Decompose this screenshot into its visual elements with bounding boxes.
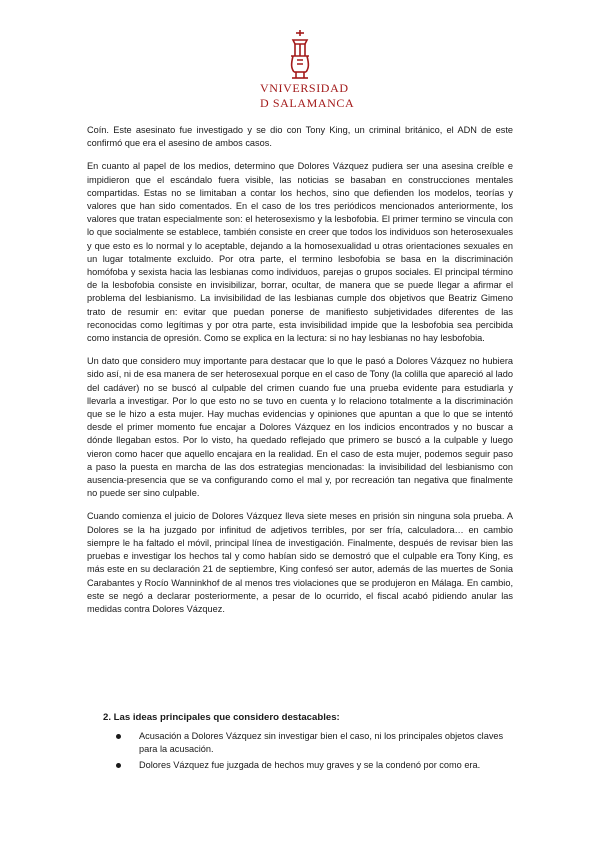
bullet-icon [116,734,121,739]
document-body [87,124,513,626]
university-logo [260,28,355,110]
section-heading: 2. Las ideas principales que considero destacables: [103,712,340,723]
list-item [100,759,513,772]
university-crest-icon [285,28,315,80]
list-item [100,730,513,756]
logo-line-1: VNIVERSIDAD [260,81,349,95]
bullet-list [100,730,513,776]
list-item-text: Dolores Vázquez fue juzgada de hechos muy graves y se la condenó por como era. [139,760,481,771]
paragraph: Coín. Este asesinato fue investigado y se dio con Tony King, un criminal británico, el ADN de este confirmó que era el asesino de ambos casos. [87,125,513,149]
paragraph: En cuanto al papel de los medios, determino que Dolores Vázquez pudiera ser una asesina creíble e impidieron que el escándalo fuera visible, las noticias se basaban en construcciones mentales compartidas. Estas no se limitaban a contar los hechos, sino que defienden los modelos, teorías y valores que han sido comentados. En el caso de los tres periódicos mencionados anteriormente, los valores que tratan especialmente son: el heterosexismo y la lesbofobia. El primer termino se vincula con lo que socialmente se establece, también consiste en creer que todos los individuos son heterosexuales y que esto es lo normal y lo aceptable, dejando a la homosexualidad u otras orientaciones sexuales en un lugar totalmente excluido. Por otra parte, el termino lesbofobia se basa en la discriminación homófoba y sexista hacia las lesbianas como individuos, parejas o grupos sociales. El principal término de la lesbofobia consiste en invisibilizar, borrar, ocultar, de manera que se puede llegar a afirmar el problema del lesbianismo. La invisibilidad de las lesbianas cumple dos objetivos que Beatriz Gimeno trato de resumir en: evitar que puedan ponerse de manifiesto subjetividades diferentes de las reconocidas como legítimas y por otra parte, esta invisibilidad impide que la lesbofobia sea percibida como instancia de opresión. Como se explica en la lectura: si no hay lesbianas no hay lesbofobia. [87,161,513,344]
list-item-text: Acusación a Dolores Vázquez sin investigar bien el caso, ni los principales objetos claves para la acusación. [139,731,504,755]
logo-line-2: D SALAMANCA [260,96,355,110]
bullet-icon [116,763,121,768]
paragraph: Cuando comienza el juicio de Dolores Vázquez lleva siete meses en prisión sin ninguna sola prueba. A Dolores se la ha juzgado por infinitud de adjetivos terribles, por ser fría, calculadora… en cambio siempre le ha faltado el móvil, principal línea de investigación. Finalmente, después de revisar bien las pruebas e investigar los hechos tal y como habían sido se demostró que el culpable era Tony King, es más este en su declaración 21 de septiembre, King confesó ser autor, además de las muertes de Sonia Carabantes y Rocío Wanninkhof de al menos tres violaciones que se produjeron en Málaga. En cambio, este se negó a declarar posteriormente, a pesar de lo ocurrido, el fiscal acabó pidiendo anular las medidas contra Dolores Vázquez. [87,511,513,614]
paragraph: Un dato que considero muy importante para destacar que lo que le pasó a Dolores Vázquez no hubiera sido así, ni de esa manera de ser heterosexual porque en el caso de Tony (la colilla que apareció al lado del cadáver) no se buscó al culpable del crimen cuando fue una prueba evidente para estudiarla y llevarla a investigar. Por lo que esto no se tuvo en cuenta y lo relaciono totalmente a la discriminación que se le hizo a esta mujer. Hay muchas evidencias y opiniones que apuntan a que lo que se intentó desde el primer momento fue encajar a Dolores Vázquez en los indicios encontrados y no buscar a dónde llegaban estos. Por lo visto, ha quedado reflejado que primero se buscó a la culpable y luego vieron como hacer que aquello encajara en la realidad. En el caso de esta mujer, podemos seguir paso a paso la puesta en marcha de las dos estrategias mencionadas: la invisibilidad del lesbianismo con ausencia-presencia que se va configurando como el mal y, por recreación tan negativa que finalmente no puede ser sino culpable. [87,356,513,499]
